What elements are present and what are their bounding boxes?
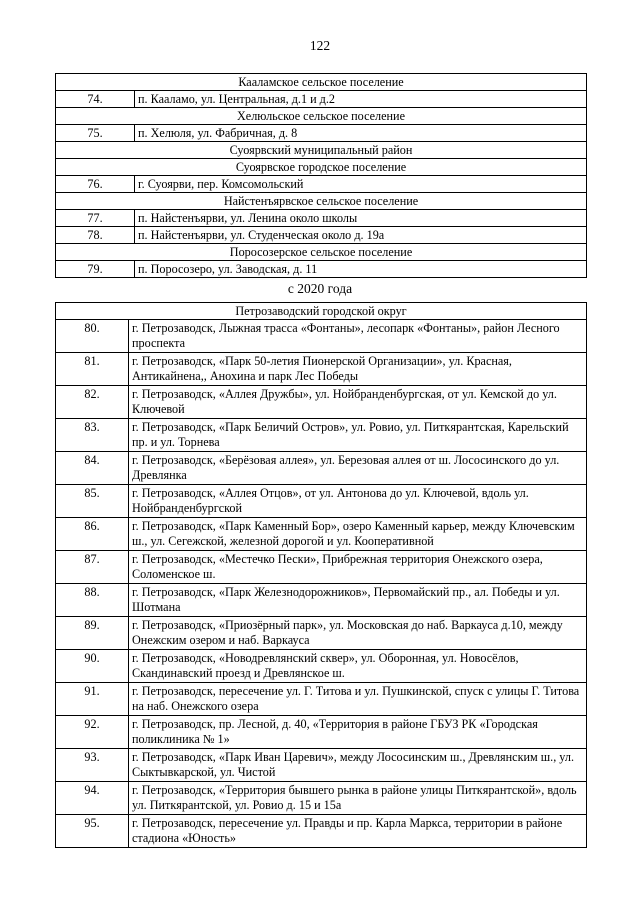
row-address: г. Петрозаводск, пр. Лесной, д. 40, «Территория в районе ГБУЗ РК «Городская поликлиника № 1» [129,716,587,749]
section-header: Кааламское сельское поселение [56,74,587,91]
row-address: г. Суоярви, пер. Комсомольский [135,176,587,193]
row-number: 86. [56,518,129,551]
section-header-row [56,74,587,91]
table-row [56,125,587,142]
row-number: 87. [56,551,129,584]
row-number: 76. [56,176,135,193]
row-address: г. Петрозаводск, «Приозёрный парк», ул. Московская до наб. Варкауса д.10, между Онежским озером и наб. Варкауса [129,617,587,650]
row-number: 83. [56,419,129,452]
row-number: 75. [56,125,135,142]
table-row [56,176,587,193]
table-row [56,210,587,227]
section-header-row [56,142,587,159]
table-row [56,650,587,683]
row-number: 84. [56,452,129,485]
section-header: Хелюльское сельское поселение [56,108,587,125]
table-row [56,452,587,485]
row-address: г. Петрозаводск, «Аллея Дружбы», ул. Нойбранденбургская, от ул. Кемской до ул. Ключевой [129,386,587,419]
table-row [56,716,587,749]
row-address: п. Найстенъярви, ул. Студенческая около д. 19а [135,227,587,244]
table-row [56,91,587,108]
table-row [56,749,587,782]
row-address: г. Петрозаводск, «Парк Иван Царевич», между Лососинским ш., Древлянским ш., ул. Сыктывкарской, ул. Чистой [129,749,587,782]
row-address: г. Петрозаводск, «Территория бывшего рынка в районе улицы Питкярантской», вдоль ул. Питкярантской, ул. Ровио д. 15 и 15а [129,782,587,815]
table-row [56,320,587,353]
row-address: п. Хелюля, ул. Фабричная, д. 8 [135,125,587,142]
row-number: 78. [56,227,135,244]
row-address: г. Петрозаводск, «Местечко Пески», Прибрежная территория Онежского озера, Соломенское ш. [129,551,587,584]
section-header: Найстенъярвское сельское поселение [56,193,587,210]
table-row [56,227,587,244]
table-row [56,683,587,716]
row-address: г. Петрозаводск, Лыжная трасса «Фонтаны», лесопарк «Фонтаны», район Лесного проспекта [129,320,587,353]
section-header: Суоярвский муниципальный район [56,142,587,159]
table-row [56,617,587,650]
row-address: г. Петрозаводск, «Парк Каменный Бор», озеро Каменный карьер, между Ключевским ш., ул. Сегежской, железной дорогой и ул. Кооперативной [129,518,587,551]
row-number: 94. [56,782,129,815]
table-row [56,353,587,386]
row-address: г. Петрозаводск, «Аллея Отцов», от ул. Антонова до ул. Ключевой, вдоль ул. Нойбранденбургской [129,485,587,518]
section-header: Суоярвское городское поселение [56,159,587,176]
table-row [56,551,587,584]
places-table-2020 [55,302,587,848]
row-number: 88. [56,584,129,617]
row-number: 82. [56,386,129,419]
section-header-row [56,108,587,125]
section-header-row [56,193,587,210]
table-row [56,485,587,518]
row-number: 77. [56,210,135,227]
section-header-row [56,159,587,176]
table-row [56,815,587,848]
section-subtitle: с 2020 года [287,281,353,296]
row-number: 91. [56,683,129,716]
section-header-row [56,244,587,261]
table-row [56,782,587,815]
row-address: г. Петрозаводск, «Парк 50-летия Пионерской Организации», ул. Красная, Антикайнена,, Анохина и парк Лес Победы [129,353,587,386]
section-header: Поросозерское сельское поселение [56,244,587,261]
row-number: 74. [56,91,135,108]
table-row [56,386,587,419]
row-address: г. Петрозаводск, «Берёзовая аллея», ул. Березовая аллея от ш. Лососинского до ул. Древлянка [129,452,587,485]
row-address: п. Кааламо, ул. Центральная, д.1 и д.2 [135,91,587,108]
row-number: 92. [56,716,129,749]
row-address: г. Петрозаводск, «Новодревлянский сквер», ул. Оборонная, ул. Новосёлов, Скандинавский проезд и Древлянское ш. [129,650,587,683]
table-row [56,261,587,278]
row-number: 90. [56,650,129,683]
row-number: 85. [56,485,129,518]
row-number: 79. [56,261,135,278]
page-number: 122 [309,38,331,53]
row-address: г. Петрозаводск, пересечение ул. Г. Титова и ул. Пушкинской, спуск с улицы Г. Титова на наб. Онежского озера [129,683,587,716]
row-number: 80. [56,320,129,353]
table-row [56,584,587,617]
row-number: 81. [56,353,129,386]
row-address: г. Петрозаводск, пересечение ул. Правды и пр. Карла Маркса, территории в районе стадиона «Юность» [129,815,587,848]
row-number: 93. [56,749,129,782]
row-number: 89. [56,617,129,650]
row-address: п. Найстенъярви, ул. Ленина около школы [135,210,587,227]
row-address: п. Поросозеро, ул. Заводская, д. 11 [135,261,587,278]
places-table-1 [55,73,587,278]
table-row [56,419,587,452]
district-header: Петрозаводский городской округ [56,303,587,320]
row-address: г. Петрозаводск, «Парк Беличий Остров», ул. Ровио, ул. Питкярантская, Карельский пр. и ул. Торнева [129,419,587,452]
table-row [56,518,587,551]
row-address: г. Петрозаводск, «Парк Железнодорожников», Первомайский пр., ал. Победы и ул. Шотмана [129,584,587,617]
row-number: 95. [56,815,129,848]
table-header-row [56,303,587,320]
